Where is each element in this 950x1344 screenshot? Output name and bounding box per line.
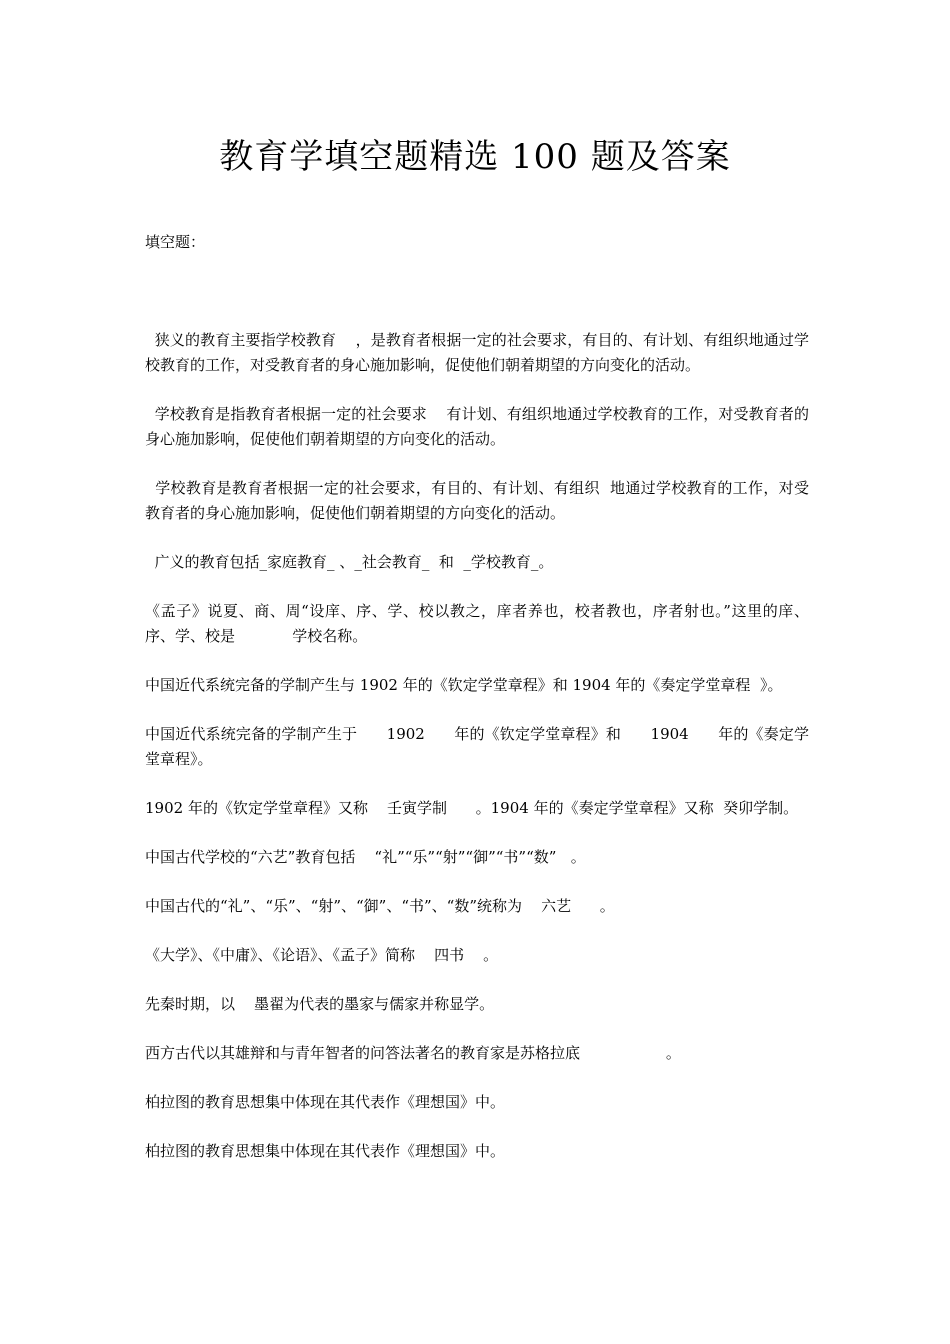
document-body (145, 328, 809, 1188)
section-label: 填空题： (145, 233, 206, 251)
paragraph: 1902 年的《钦定学堂章程》又称 壬寅学制 。1904 年的《奏定学堂章程》又称 癸卯学制。 (145, 799, 799, 817)
paragraph: 先秦时期，以 墨翟为代表的墨家与儒家并称显学。 (145, 995, 495, 1013)
paragraph: 中国古代的“礼”、“乐”、“射”、“御”、“书”、“数”统称为 六艺 。 (145, 897, 615, 915)
paragraph: 中国近代系统完备的学制产生与 1902 年的《钦定学堂章程》和 1904 年的《奏定学堂章程 》。 (145, 676, 783, 694)
paragraph: 广义的教育包括_家庭教育_ 、_社会教育_ 和 _学校教育_。 (145, 553, 554, 571)
document-title: 教育学填空题精选 100 题及答案 (219, 137, 731, 177)
paragraph: 柏拉图的教育思想集中体现在其代表作《理想国》中。 (145, 1142, 506, 1160)
paragraph: 《大学》、《中庸》、《论语》、《孟子》简称 四书 。 (145, 946, 499, 964)
paragraph: 柏拉图的教育思想集中体现在其代表作《理想国》中。 (145, 1093, 506, 1111)
paragraph: 狭义的教育主要指学校教育 ，是教育者根据一定的社会要求，有目的、有计划、有组织地通过学校教育的工作，对受教育者的身心施加影响，促使他们朝着期望的方向变化的活动。 (145, 331, 809, 374)
paragraph: 《孟子》说夏、商、周“设庠、序、学、校以教之，庠者养也，校者教也，序者射也。”这里的庠、序、学、校是 学校名称。 (145, 602, 809, 645)
paragraph: 中国近代系统完备的学制产生于 1902 年的《钦定学堂章程》和 1904 年的《奏定学堂章程》。 (145, 725, 809, 768)
paragraph: 中国古代学校的“六艺”教育包括 “礼”“乐”“射”“御”“书”“数” 。 (145, 848, 586, 866)
paragraph: 学校教育是教育者根据一定的社会要求，有目的、有计划、有组织 地通过学校教育的工作，对受教育者的身心施加影响，促使他们朝着期望的方向变化的活动。 (145, 479, 809, 522)
paragraph: 西方古代以其雄辩和与青年智者的问答法著名的教育家是苏格拉底 。 (145, 1044, 681, 1062)
paragraph: 学校教育是指教育者根据一定的社会要求 有计划、有组织地通过学校教育的工作，对受教育者的身心施加影响，促使他们朝着期望的方向变化的活动。 (145, 405, 809, 448)
